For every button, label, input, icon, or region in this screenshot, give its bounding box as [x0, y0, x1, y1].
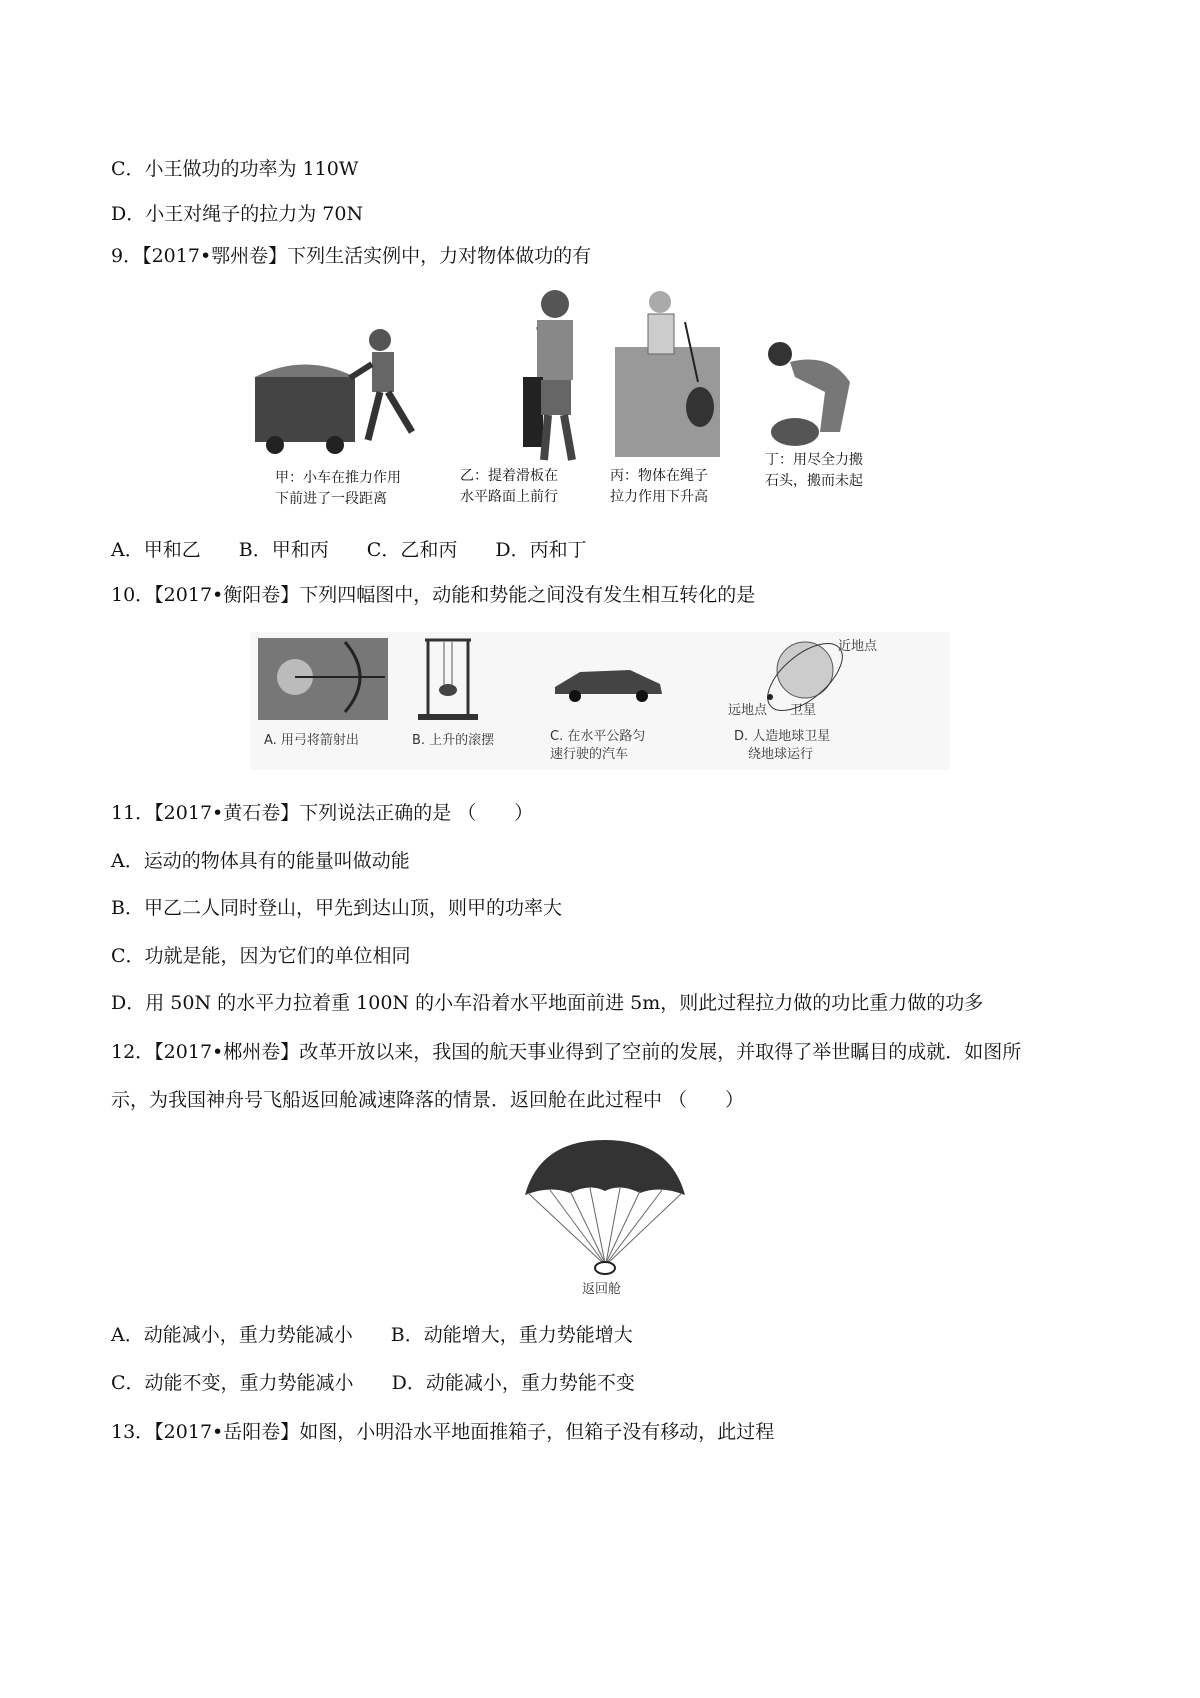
q10-caption-b: B. 上升的滚摆	[412, 733, 495, 748]
q9-options	[111, 537, 619, 563]
q9-option-a: A．甲和乙	[111, 539, 201, 561]
q9-image-push-cart	[255, 329, 412, 507]
q10-figure	[250, 632, 950, 770]
q10-stem: 10．【2017•衡阳卷】下列四幅图中，动能和势能之间没有发生相互转化的是	[111, 584, 756, 606]
q12-stem-line1: 12．【2017•郴州卷】改革开放以来，我国的航天事业得到了空前的发展，并取得了举世瞩目的成就．如图所	[111, 1041, 1022, 1063]
q10-caption-d-line1: D. 人造地球卫星	[734, 729, 831, 744]
q12-caption: 返回舱	[582, 1282, 622, 1297]
q11-stem: 11．【2017•黄石卷】下列说法正确的是 （ ）	[111, 802, 534, 824]
q8-option-d: D．小王对绳子的拉力为 70N	[111, 203, 364, 225]
q9-image-lift-stone	[765, 342, 863, 489]
q10-caption-c-line2: 速行驶的汽车	[550, 747, 629, 762]
q11-option-d: D．用 50N 的水平力拉着重 100N 的小车沿着水平地面前进 5m，则此过程拉力做的功比重力做的功多	[111, 992, 984, 1014]
q10-label-sat: 卫星	[790, 703, 817, 718]
q9-caption-c-line1: 丙：物体在绳子	[610, 468, 708, 484]
q9-stem: 9．【2017•鄂州卷】下列生活实例中，力对物体做功的有	[111, 245, 592, 267]
q12-option-b: B．动能增大，重力势能增大	[390, 1324, 633, 1346]
q10-caption-c-line1: C. 在水平公路匀	[550, 729, 646, 744]
q9-caption-b-line2: 水平路面上前行	[460, 489, 558, 505]
q11-option-b: B．甲乙二人同时登山，甲先到达山顶，则甲的功率大	[111, 897, 562, 919]
q10-caption-d-line2: 绕地球运行	[748, 747, 814, 762]
q13-stem: 13．【2017•岳阳卷】如图，小明沿水平地面推箱子，但箱子没有移动，此过程	[111, 1421, 775, 1443]
q9-image-rope-lift	[610, 291, 720, 505]
q8-option-c: C．小王做功的功率为 110W	[111, 158, 359, 180]
q9-caption-a-line1: 甲：小车在推力作用	[275, 470, 401, 486]
q9-image-carry-board	[460, 290, 573, 505]
q12-stem-line2: 示，为我国神舟号飞船返回舱减速降落的情景．返回舱在此过程中 （ ）	[111, 1089, 745, 1111]
q9-caption-d-line1: 丁：用尽全力搬	[765, 452, 863, 468]
q11-option-a: A．运动的物体具有的能量叫做动能	[111, 850, 410, 872]
q9-option-c: C．乙和丙	[366, 539, 458, 561]
q12-option-c: C．动能不变，重力势能减小	[111, 1372, 354, 1394]
q10-caption-a: A. 用弓将箭射出	[264, 733, 359, 748]
q10-label-near: 近地点	[838, 639, 878, 654]
q10-label-far: 远地点	[728, 703, 768, 718]
q9-caption-a-line2: 下前进了一段距离	[275, 491, 387, 507]
q12-option-d: D．动能减小，重力势能不变	[391, 1372, 635, 1394]
q12-options-ab	[111, 1322, 665, 1348]
q9-caption-b-line1: 乙：提着滑板在	[460, 468, 558, 484]
q12-options-cd	[111, 1370, 667, 1396]
q9-caption-d-line2: 石头，搬而未起	[765, 473, 863, 489]
q12-figure-parachute	[520, 1135, 690, 1300]
q9-option-d: D．丙和丁	[495, 539, 587, 561]
q9-option-b: B．甲和丙	[238, 539, 329, 561]
q9-caption-c-line2: 拉力作用下升高	[610, 489, 708, 505]
q9-figure	[250, 282, 950, 532]
q12-option-a: A．动能减小，重力势能减小	[111, 1324, 353, 1346]
q11-option-c: C．功就是能，因为它们的单位相同	[111, 945, 411, 967]
